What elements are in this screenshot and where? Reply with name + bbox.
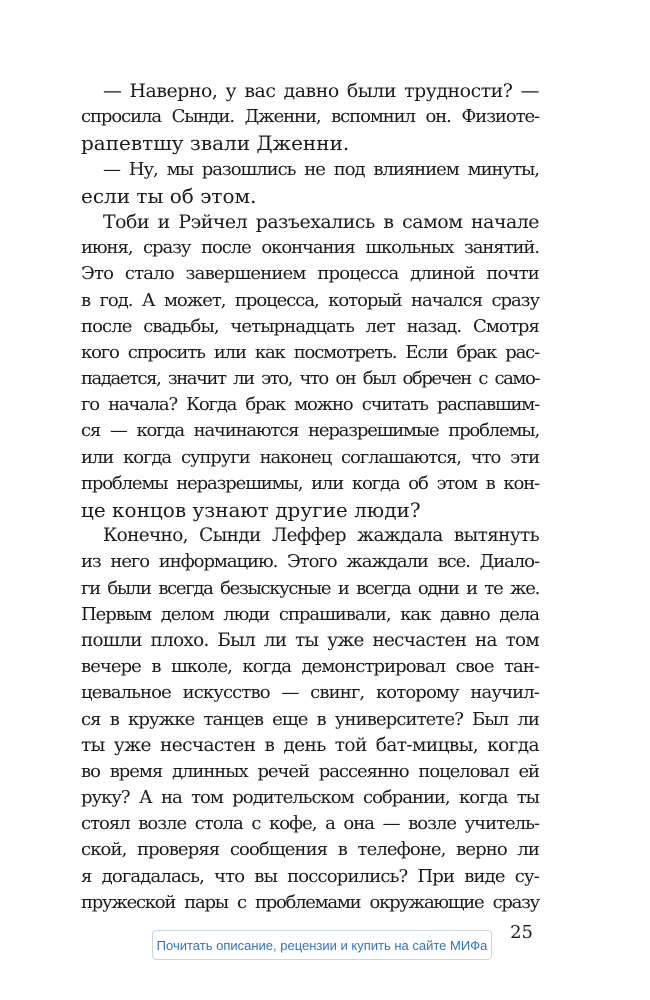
text-line: ской, проверяя сообщения в телефоне, верно ли <box>81 839 539 861</box>
text-line: це концов узнают другие люди? <box>81 498 421 522</box>
text-line: пошли плохо. Был ли ты уже несчастен на том <box>81 629 539 651</box>
text-line: Тоби и Рэйчел разъехались в самом начале <box>103 210 539 233</box>
text-line: — Наверно, у вас давно были трудности? — <box>103 80 539 102</box>
text-line: пружеской пары с проблемами окружающие сразу <box>81 891 539 913</box>
text-line: руку? А на том родительском собрании, когда ты <box>81 787 539 809</box>
text-line: в год. А может, процесса, который начался сразу <box>81 289 539 311</box>
text-line: ты уже несчастен в день той бат-мицвы, когда <box>81 734 539 756</box>
text-line: рапевтшу звали Дженни. <box>81 131 350 156</box>
text-line: ся — когда начинаются неразрешимые проблемы, <box>81 420 539 442</box>
text-line: после свадьбы, четырнадцать лет назад. Смотря <box>81 315 539 337</box>
text-line: ся в кружке танцев еще в университете? Был ли <box>81 708 539 730</box>
text-line: из него информацию. Этого жаждали все. Диало- <box>81 551 539 573</box>
text-line: или когда супруги наконец соглашаются, что эти <box>81 446 539 468</box>
text-line: цевальное искусство — свинг, которому научил- <box>81 682 539 704</box>
text-line: стоял возле стола с кофе, а она — возле учитель- <box>81 813 539 835</box>
text-line: если ты об этом. <box>81 183 257 208</box>
body-text <box>81 78 539 916</box>
text-line: июня, сразу после окончания школьных занятий. <box>81 237 539 259</box>
page-number: 25 <box>510 922 533 943</box>
text-line: вечере в школе, когда демонстрировал свое тан- <box>81 656 539 678</box>
text-line: Конечно, Сынди Леффер жаждала вытянуть <box>103 525 539 547</box>
text-line: кого спросить или как посмотреть. Если брак рас- <box>81 341 539 363</box>
text-line: спросила Сынди. Дженни, вспомнил он. Физиоте- <box>81 106 539 128</box>
text-line: Первым делом люди спрашивали, как давно дела <box>81 603 539 625</box>
text-line: го начала? Когда брак можно считать распавшим- <box>81 394 539 416</box>
promo-link[interactable]: Почитать описание, рецензии и купить на сайте МИФа <box>152 930 492 960</box>
text-line: во время длинных речей рассеянно поцеловал ей <box>81 760 539 782</box>
text-line: проблемы неразрешимы, или когда об этом в кон- <box>81 472 539 494</box>
text-line: падается, значит ли это, что он был обречен с само- <box>81 368 539 390</box>
text-line: — Ну, мы разошлись не под влиянием минуты, <box>103 158 539 180</box>
paragraph <box>81 209 539 523</box>
text-line: я догадалась, что вы поссорились? При виде су- <box>81 865 539 887</box>
paragraph <box>81 78 539 157</box>
paragraph <box>81 523 539 916</box>
paragraph <box>81 157 539 209</box>
text-line: Это стало завершением процесса длиной почти <box>81 263 539 285</box>
text-line: ги были всегда безыскусные и всегда одни и те же. <box>81 577 539 599</box>
